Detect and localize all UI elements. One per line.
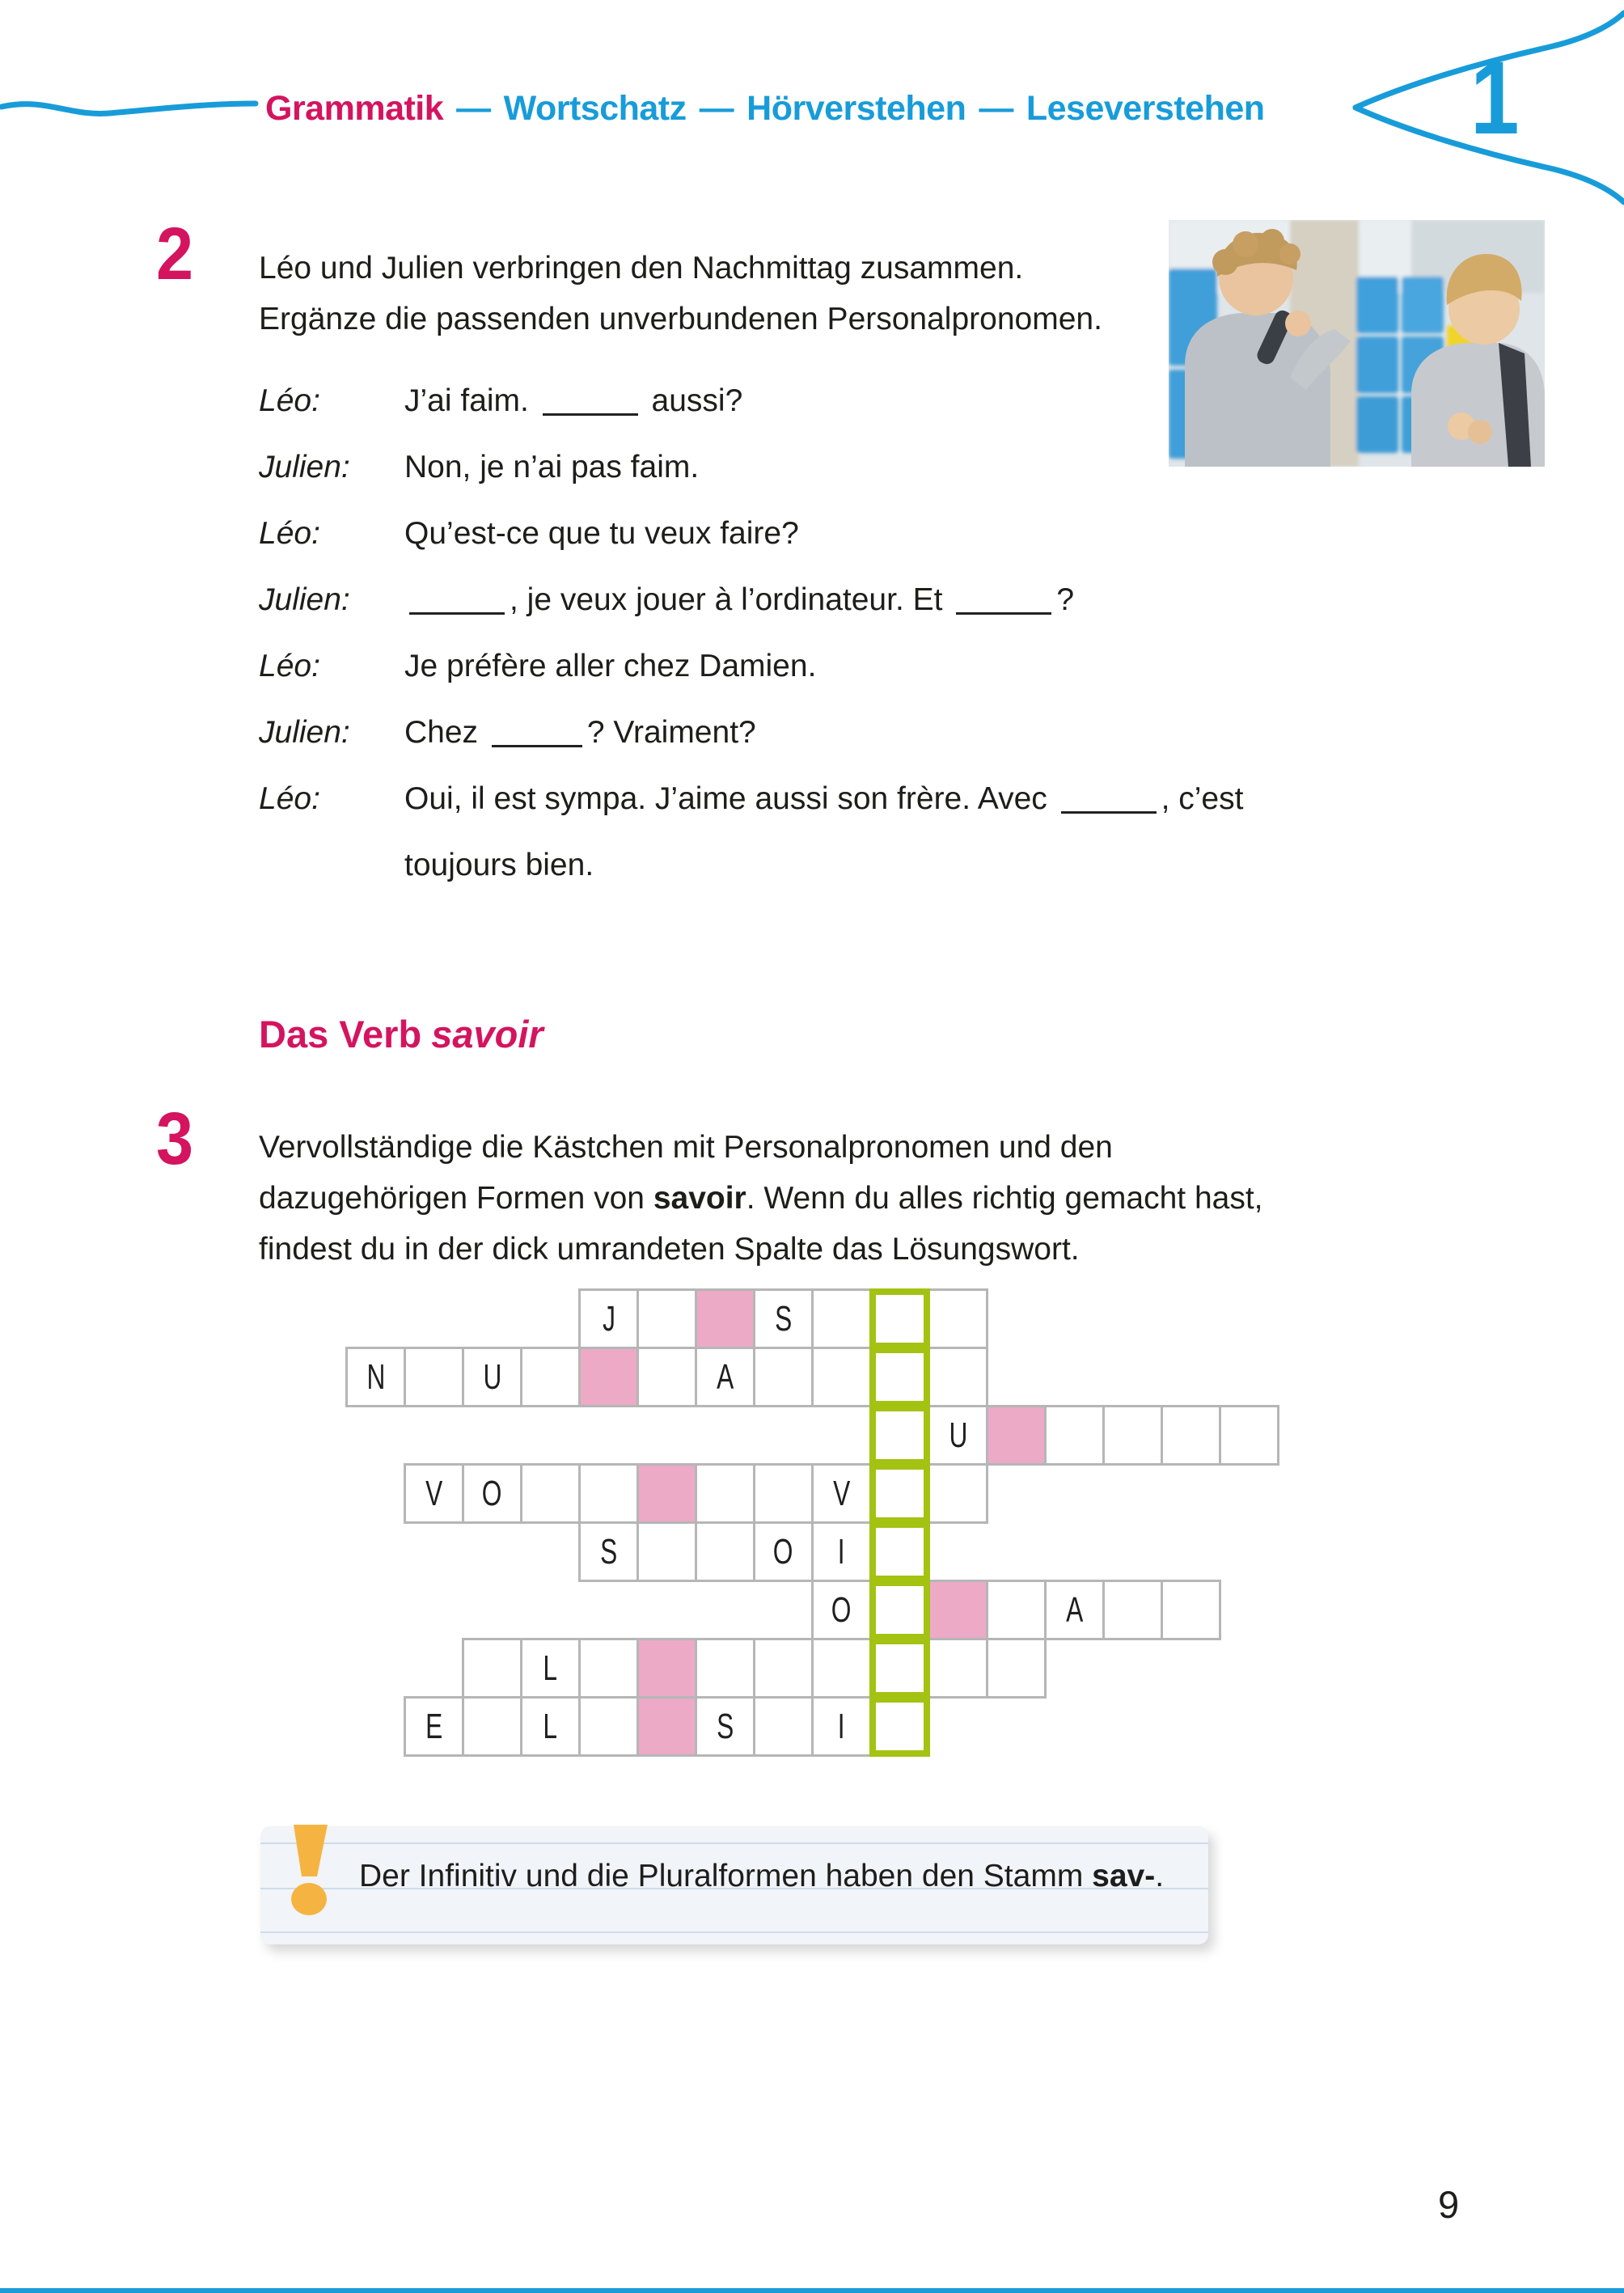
crossword-cell [462,1696,522,1757]
fill-in-blank [409,588,505,615]
crossword-cell [462,1638,522,1699]
bottom-edge-rule [0,2288,1624,2293]
crossword-separator-cell [578,1347,639,1407]
dialogue-line [259,705,1391,772]
bold-text: savoir [653,1181,746,1216]
dialogue-speaker: Julien: [259,450,350,484]
text-run: dazugehörigen Formen von [259,1181,653,1216]
text-run: Je préfère aller chez Damien. [404,649,817,683]
crossword-cell [404,1347,464,1407]
crossword-letter: O [773,1531,793,1572]
crossword-cell [753,1696,814,1757]
note-box [260,1826,1208,1944]
nav-item-grammatik: Grammatik [265,89,444,128]
crossword-letter: S [774,1298,793,1339]
dialogue-speaker: Léo: [259,649,320,683]
instruction-line: Léo und Julien verbringen den Nachmittag zusammen. [259,251,1024,286]
text-run: . Wenn du alles richtig gemacht hast, [746,1181,1263,1216]
exercise-3-instruction [259,1122,1334,1275]
fill-in-blank [1061,787,1157,814]
dialogue-line [259,639,1391,705]
instruction-line [259,1173,1334,1224]
crossword-solution-cell [869,1463,930,1524]
crossword-cell [1044,1580,1105,1640]
crossword-cell [1161,1580,1221,1640]
crossword-cell [578,1696,639,1757]
exercise-3-number: 3 [156,1098,194,1180]
crossword-letter: U [949,1415,967,1455]
dialogue-speaker: Julien: [259,715,350,750]
crossword-cell [928,1463,988,1524]
crossword-cell [1161,1405,1221,1466]
crossword-cell [520,1347,581,1407]
section-heading [259,1012,543,1056]
nav-separator: — [699,89,734,128]
crossword-cell [520,1463,581,1524]
exercise-2-instruction [259,243,1173,345]
crossword-letter: O [831,1589,852,1630]
text-run: findest du in der dick umrandeten Spalte das Lösungswort. [259,1232,1080,1267]
crossword-cell [520,1696,581,1757]
dialogue [259,374,1391,904]
crossword-letter: J [602,1298,615,1339]
text-run: , c’est [1161,781,1244,816]
crossword-letter: I [838,1706,845,1746]
crossword-cell [753,1347,814,1407]
crossword-cell [811,1347,872,1407]
text-run: J’ai faim. [404,383,538,418]
crossword-cell [928,1288,988,1349]
crossword-cell [578,1463,639,1524]
crossword-letter: E [425,1706,443,1746]
header-squiggle-line [2,104,256,113]
crossword-cell [578,1521,639,1582]
crossword-cell [695,1347,755,1407]
crossword-cell [811,1638,872,1699]
crossword-letter: U [483,1356,501,1397]
crossword-separator-cell [928,1580,988,1640]
dialogue-speaker: Léo: [259,781,320,816]
dialogue-text [404,450,699,485]
crossword-letter: A [716,1356,734,1397]
header-nav [265,86,1265,131]
crossword-letter: L [543,1706,558,1746]
crossword-cell [928,1638,988,1699]
exclamation-icon [286,1821,333,1920]
crossword-solution-cell [869,1580,930,1640]
dialogue-text [404,715,756,751]
crossword-letter: N [366,1356,385,1397]
nav-separator: — [979,89,1013,128]
text-run: . [1155,1859,1165,1893]
text-run: Oui, il est sympa. J’aime aussi son frère. Avec [404,781,1056,816]
page-number: 9 [1438,2183,1460,2226]
text-run: Qu’est-ce que tu veux faire? [404,516,799,551]
fill-in-blank [543,389,638,416]
dialogue-line [259,573,1391,639]
crossword-cell [404,1463,464,1524]
crossword-solution-cell [869,1521,930,1582]
crossword-cell [1044,1405,1105,1466]
dialogue-line [259,506,1391,573]
dialogue-text [404,383,742,419]
crossword-cell [404,1696,464,1757]
note-text [359,1859,1164,1894]
text-run: Der Infinitiv und die Pluralformen haben den Stamm [359,1859,1093,1893]
nav-item-wortschatz: Wortschatz [503,89,687,128]
text-run: ? Vraiment? [586,715,756,750]
note-rule-line [260,1931,1208,1933]
crossword-cell [636,1347,697,1407]
crossword-solution-cell [869,1638,930,1699]
text-run: , je veux jouer à l’ordinateur. Et [510,582,952,617]
crossword-letter: V [425,1473,443,1513]
crossword-cell [695,1638,755,1699]
text-run: Non, je n’ai pas faim. [404,450,700,484]
dialogue-text [404,516,799,552]
crossword-cell [753,1288,814,1349]
crossword-cell [520,1638,581,1699]
crossword-cell [1219,1405,1279,1466]
crossword-cell [1102,1580,1163,1640]
instruction-line [259,1224,1334,1275]
dialogue-line [259,772,1391,838]
dialogue-speaker: Julien: [259,582,350,617]
crossword-separator-cell [695,1288,755,1349]
crossword-letter: A [1065,1589,1084,1630]
crossword-cell [986,1580,1047,1640]
section-heading-verb: savoir [431,1013,543,1056]
crossword-cell [695,1463,755,1524]
crossword-cell [695,1521,755,1582]
crossword-separator-cell [986,1405,1047,1466]
note-rule-line [260,1842,1208,1844]
dialogue-speaker: Léo: [259,516,320,551]
crossword-letter: V [832,1473,851,1513]
chapter-number: 1 [1470,40,1520,156]
crossword-cell [928,1347,988,1407]
nav-item-hörverstehen: Hörverstehen [746,89,966,128]
crossword-cell [811,1463,872,1524]
instruction-line: Ergänze die passenden unverbundenen Personalpronomen. [259,302,1102,336]
crossword-cell [811,1521,872,1582]
crossword-cell [928,1405,988,1466]
crossword-cell [986,1638,1047,1699]
crossword-cell [811,1288,872,1349]
crossword-cell [753,1521,814,1582]
text-run: Chez [404,715,487,750]
dialogue-text [404,582,1074,618]
nav-separator: — [456,89,491,128]
dialogue-text [404,649,816,684]
crossword-letter: O [482,1473,502,1513]
crossword-cell [1102,1405,1163,1466]
crossword-cell [462,1347,522,1407]
exercise-2-number: 2 [156,213,194,295]
crossword-cell [695,1696,755,1757]
section-heading-prefix: Das Verb [259,1013,422,1056]
fill-in-blank [492,721,582,747]
crossword-solution-cell [869,1696,930,1757]
crossword-solution-cell [869,1405,930,1466]
crossword-letter: I [838,1531,845,1572]
crossword-separator-cell [636,1463,697,1524]
crossword-cell [811,1696,872,1757]
crossword-letter: L [543,1648,558,1688]
dialogue-line [259,374,1391,440]
crossword-solution-cell [869,1347,930,1407]
text-run: Vervollständige die Kästchen mit Personalpronomen und den [259,1130,1113,1165]
crossword-solution-cell [869,1288,930,1349]
instruction-line [259,1122,1334,1173]
crossword-letter: S [599,1531,618,1572]
crossword-cell [636,1521,697,1582]
bold-text: sav- [1092,1859,1156,1893]
text-run: aussi? [642,383,743,418]
text-run: toujours bien. [404,848,594,882]
dialogue-speaker: Léo: [259,383,320,418]
crossword-cell [753,1463,814,1524]
crossword-cell [578,1288,639,1349]
dialogue-text [404,848,594,883]
crossword-cell [462,1463,522,1524]
fill-in-blank [956,588,1051,615]
crossword-cell [753,1638,814,1699]
crossword-cell [811,1580,872,1640]
dialogue-text [404,781,1243,817]
text-run: ? [1056,582,1075,617]
crossword-cell [345,1347,406,1407]
crossword-letter: S [716,1706,734,1746]
nav-item-leseverstehen: Leseverstehen [1026,89,1265,128]
crossword-separator-cell [636,1638,697,1699]
crossword-separator-cell [636,1696,697,1757]
crossword-cell [636,1288,697,1349]
crossword-cell [578,1638,639,1699]
dialogue-line [259,440,1391,506]
crossword-grid [345,1288,1284,1762]
dialogue-line [259,838,1391,904]
